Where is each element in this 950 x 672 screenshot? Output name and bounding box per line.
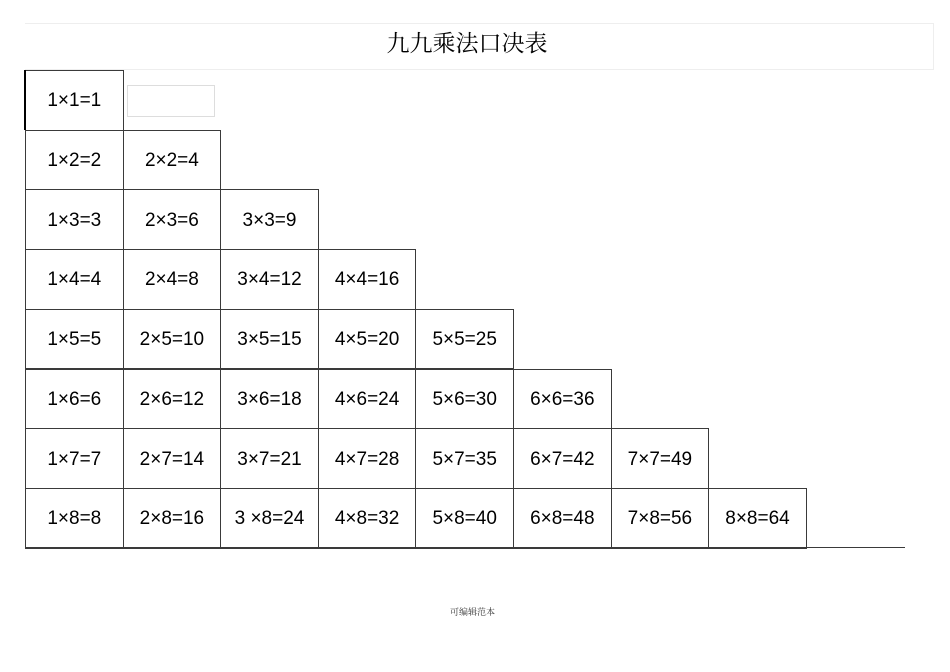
table-cell [318,428,417,489]
table-cell [318,309,417,370]
table-cell [25,488,124,549]
page-title: 九九乘法口决表 [386,31,548,57]
cell-text: 5×6=30 [432,388,497,410]
cell-text: 1×4=4 [47,269,102,291]
empty-cell-box [127,85,215,117]
cell-text: 3×5=15 [237,329,302,351]
table-cell [123,249,222,310]
table-cell [415,309,514,370]
cell-text: 2×8=16 [139,508,205,530]
cell-text: 6×8=48 [530,508,595,530]
table-cell [25,130,124,191]
cell-text: 2×6=12 [139,388,205,410]
table-cell [318,249,417,310]
table-cell [318,369,417,430]
cell-text: 5×7=35 [432,448,497,470]
cell-text: 3×7=21 [237,448,302,470]
table-cell [123,309,222,370]
cell-text: 5×8=40 [432,508,497,530]
cell-text: 4×5=20 [334,329,400,351]
cell-text: 2×7=14 [139,448,205,470]
table-cell [123,130,222,191]
table-cell [513,488,612,549]
cell-text: 1×8=8 [47,508,102,530]
cell-text: 7×7=49 [627,448,693,470]
cell-text: 3 ×8=24 [234,508,305,530]
cell-text: 1×7=7 [47,448,102,470]
table-cell [25,70,124,131]
table-cell [513,428,612,489]
cell-text: 4×6=24 [334,388,400,410]
table-cell [220,189,319,250]
cell-text: 3×3=9 [242,209,297,231]
cell-text: 1×1=1 [47,90,102,112]
table-cell [220,249,319,310]
cell-text: 4×8=32 [334,508,400,530]
table-cell [220,488,319,549]
table-cell [25,189,124,250]
table-cell [611,428,710,489]
cell-text: 2×4=8 [144,269,199,291]
cell-text: 1×6=6 [47,388,102,410]
table-cell [25,428,124,489]
table-cell [415,369,514,430]
table-cell [123,189,222,250]
cell-text: 2×5=10 [139,329,205,351]
cell-text: 2×2=4 [144,150,199,172]
table-base-line [25,547,905,548]
table-cell [25,369,124,430]
table-cell [318,488,417,549]
table-cell [708,488,807,549]
table-edge [24,70,26,130]
table-cell [513,369,612,430]
cell-text: 6×6=36 [530,388,595,410]
cell-text: 1×3=3 [47,209,102,231]
table-cell [220,428,319,489]
page-footer: 可编辑范本 [449,608,495,618]
table-cell [123,428,222,489]
cell-text: 4×4=16 [334,269,400,291]
table-cell [123,488,222,549]
cell-text: 1×2=2 [47,150,102,172]
table-cell [415,488,514,549]
table-cell [220,369,319,430]
cell-text: 4×7=28 [334,448,400,470]
table-cell [220,309,319,370]
cell-text: 3×4=12 [237,269,302,291]
cell-text: 3×6=18 [237,388,302,410]
cell-text: 2×3=6 [144,209,199,231]
table-cell [25,249,124,310]
cell-text: 8×8=64 [725,508,790,530]
cell-text: 6×7=42 [530,448,595,470]
cell-text: 1×5=5 [47,329,102,351]
table-cell [611,488,710,549]
table-cell [415,428,514,489]
cell-text: 5×5=25 [432,329,497,351]
table-cell [123,369,222,430]
cell-text: 7×8=56 [627,508,693,530]
table-cell [25,309,124,370]
